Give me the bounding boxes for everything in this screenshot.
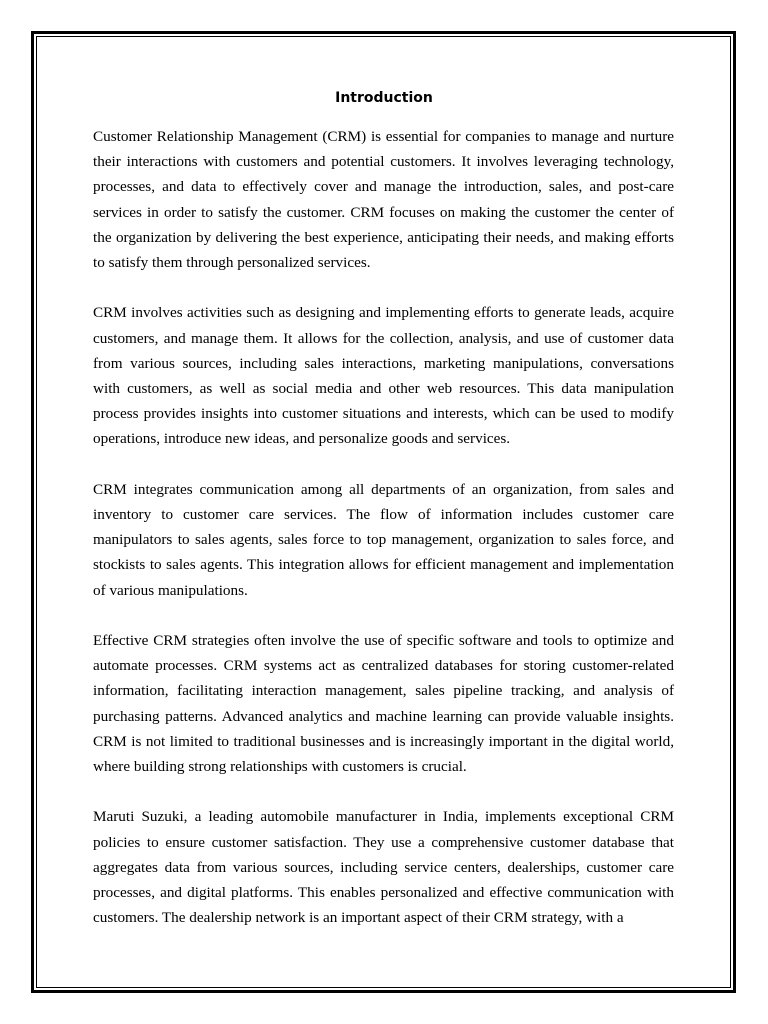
paragraph-crm-activities: CRM involves activities such as designing and implementing efforts to generate leads, acquire customers, and manage them. It allows for the collection, analysis, and use of customer data from various sources, including sales interactions, marketing manipulations, conversations with customers, as well as social media and other web resources. This data manipulation process provides insights into customer situations and interests, which can be used to modify operations, introduce new ideas, and personalize goods and services. (93, 304, 674, 448)
paragraph-crm-definition: Customer Relationship Management (CRM) is essential for companies to manage and nurture their interactions with customers and potential customers. It involves leveraging technology, processes, and data to effectively cover and manage the introduction, sales, and post-care services in order to satisfy the customer. CRM focuses on making the customer the center of the organization by delivering the best experience, anticipating their needs, and making efforts to satisfy them through personalized services. (93, 128, 674, 272)
paragraph-crm-integration: CRM integrates communication among all departments of an organization, from sales and inventory to customer care services. The flow of information includes customer care manipulators to sales agents, sales force to top management, organization to sales force, and stockists to sales agents. This integration allows for efficient management and implementation of various manipulations. (93, 480, 674, 599)
paragraph-crm-strategies: Effective CRM strategies often involve the use of specific software and tools to optimize and automate processes. CRM systems act as centralized databases for storing customer-related information, facilitating interaction management, sales pipeline tracking, and analysis of purchasing patterns. Advanced analytics and machine learning can provide valuable insights. CRM is not limited to traditional businesses and is increasingly important in the digital world, where building strong relationships with customers is crucial. (93, 632, 674, 776)
paragraph-maruti-suzuki: Maruti Suzuki, a leading automobile manufacturer in India, implements exceptional CRM policies to ensure customer satisfaction. They use a comprehensive customer database that aggregates data from various sources, including service centers, dealerships, customer care processes, and digital platforms. This enables personalized and effective communication with customers. The dealership network is an important aspect of their CRM strategy, with a (93, 808, 674, 927)
page-title: Introduction (335, 90, 433, 106)
document-body (93, 124, 674, 930)
